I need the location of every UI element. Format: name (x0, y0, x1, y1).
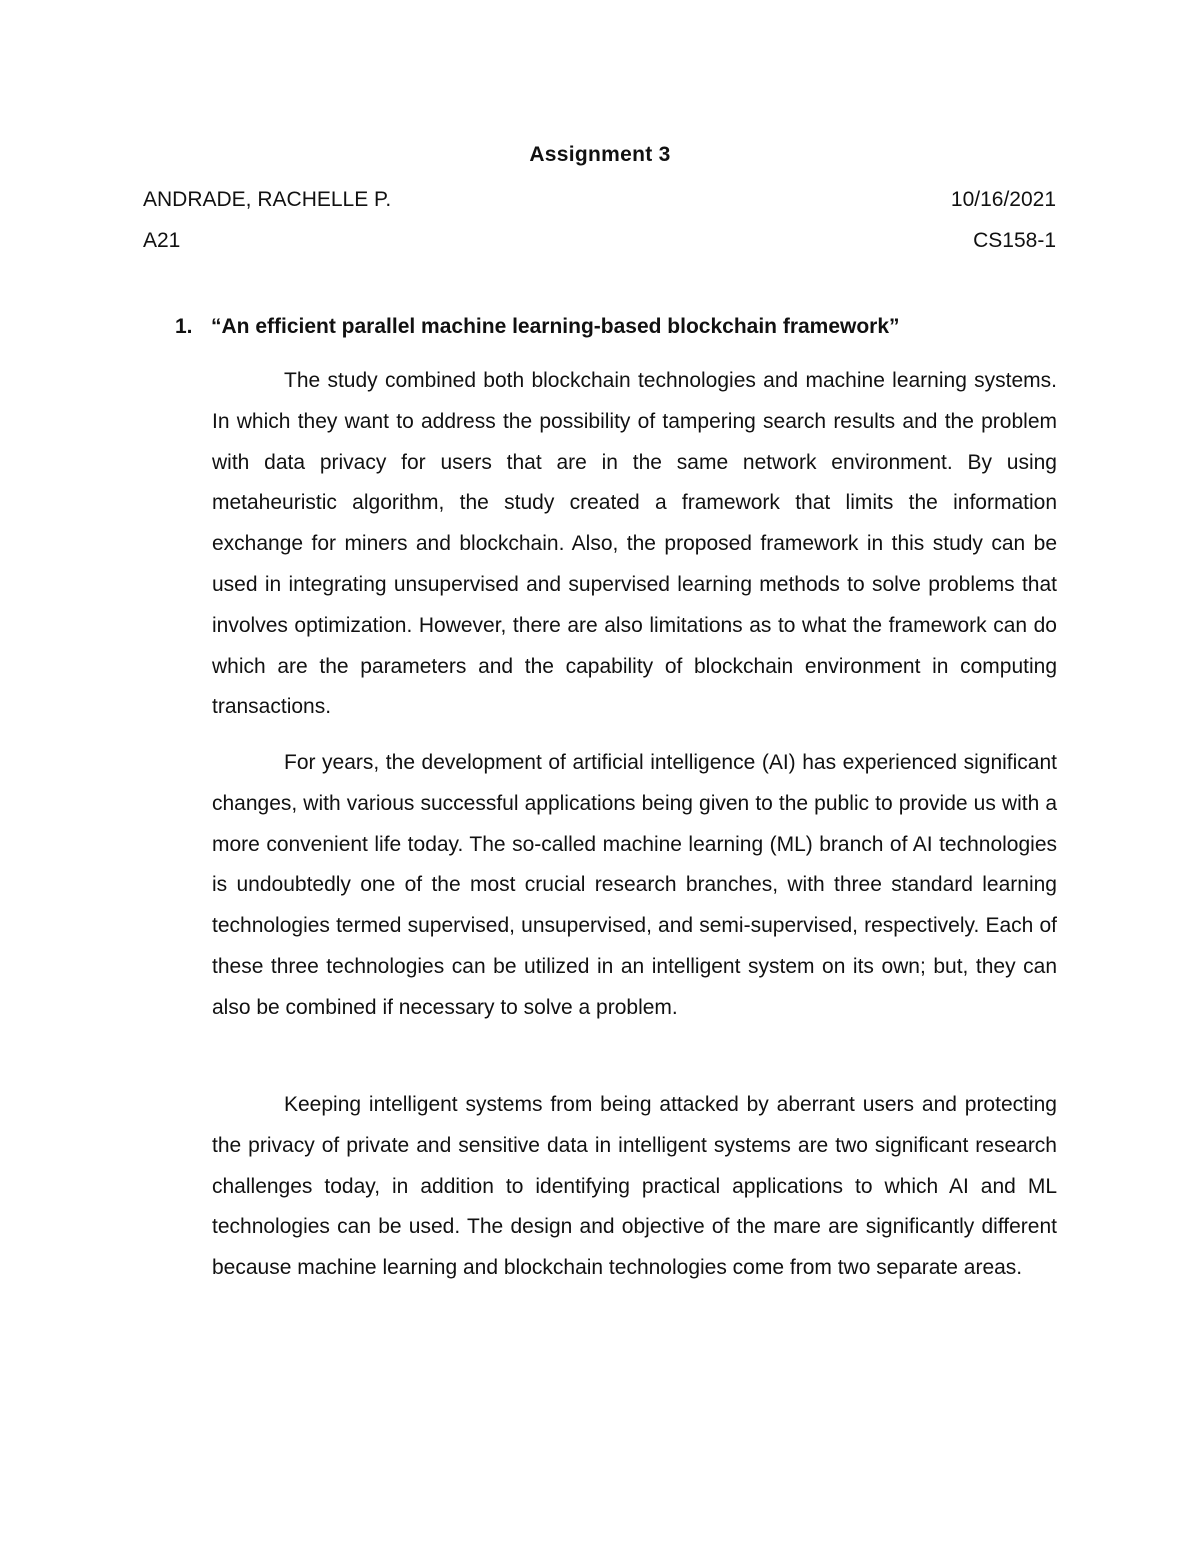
section-code: A21 (143, 229, 181, 252)
header-row-section-course (143, 229, 1056, 253)
document-title: Assignment 3 (529, 143, 671, 166)
student-name: ANDRADE, RACHELLE P. (143, 188, 392, 211)
paragraph-3: Keeping intelligent systems from being attacked by aberrant users and protecting the privacy of private and sensitive data in intelligent systems are two significant research challenges today, in addition to identifying practical applications to which AI and ML technologies can be used. The design and objective of the mare are significantly different because machine learning and blockchain technologies come from two separate areas. (212, 1093, 1057, 1280)
item-number: 1. (175, 315, 193, 338)
item-title: “An efficient parallel machine learning-based blockchain framework” (211, 315, 900, 338)
course-code: CS158-1 (973, 229, 1056, 252)
header-row-name-date (143, 188, 1056, 212)
paragraph-1: The study combined both blockchain technologies and machine learning systems. In which they want to address the possibility of tampering search results and the problem with data privacy for users that are in the same network environment. By using metaheuristic algorithm, the study created a framework that limits the information exchange for miners and blockchain. Also, the proposed framework in this study can be used in integrating unsupervised and supervised learning methods to solve problems that involves optimization. However, there are also limitations as to what the framework can do which are the parameters and the capability of blockchain environment in computing transactions. (212, 369, 1057, 719)
item-heading (175, 315, 900, 339)
submission-date: 10/16/2021 (950, 188, 1056, 211)
paragraph-2: For years, the development of artificial intelligence (AI) has experienced significant changes, with various successful applications being given to the public to provide us with a more convenient life today. The so-called machine learning (ML) branch of AI technologies is undoubtedly one of the most crucial research branches, with three standard learning technologies termed supervised, unsupervised, and semi-supervised, respectively. Each of these three technologies can be utilized in an intelligent system on its own; but, they can also be combined if necessary to solve a problem. (212, 751, 1057, 1019)
